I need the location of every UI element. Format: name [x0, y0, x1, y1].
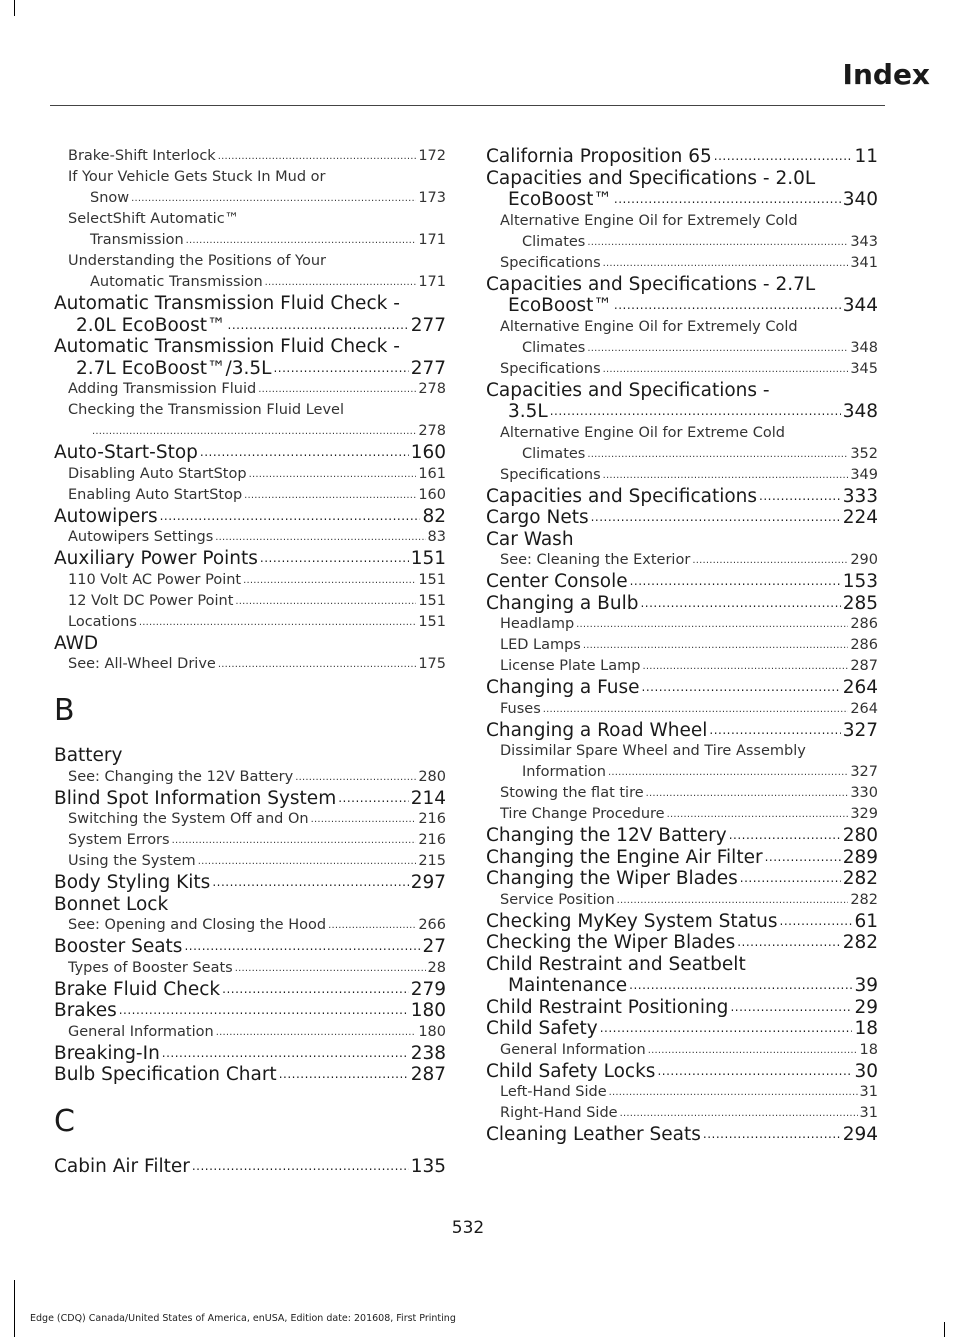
index-entry: Autowipers ..... 82 — [54, 506, 446, 528]
index-entry: Automatic Transmission Fluid Check - 2.0L EcoBoost™ ..... 277 — [54, 293, 446, 336]
index-subentry: See: Opening and Closing the Hood ..... 266 — [54, 915, 446, 936]
index-subentry: General Information ..... 18 — [486, 1040, 878, 1061]
index-column-left — [54, 146, 446, 1177]
crop-mark-top-left — [14, 0, 15, 16]
index-entry: Changing a Fuse ..... 264 — [486, 677, 878, 699]
index-subentry: Alternative Engine Oil for Extreme Cold Climates ..... 352 — [486, 423, 878, 465]
index-subentry: 110 Volt AC Power Point ..... 151 — [54, 570, 446, 591]
index-entry: Changing the Wiper Blades ..... 282 — [486, 868, 878, 890]
index-subentry: Specifications ..... 341 — [486, 253, 878, 274]
index-entry: Capacities and Specifications - 2.7L EcoBoost™ ..... 344 — [486, 274, 878, 317]
index-entry: Bonnet Lock — [54, 893, 169, 915]
index-subentry: License Plate Lamp ..... 287 — [486, 656, 878, 677]
index-entry: Booster Seats ..... 27 — [54, 936, 446, 958]
index-subentry: Service Position ..... 282 — [486, 890, 878, 911]
section-letter: B — [54, 693, 75, 728]
index-subentry: Types of Booster Seats ..... 28 — [54, 958, 446, 979]
index-subentry: See: All-Wheel Drive ..... 175 — [54, 654, 446, 675]
index-entry: Car Wash — [486, 528, 574, 550]
index-entry: AWD — [54, 632, 99, 654]
index-subentry: General Information ..... 180 — [54, 1022, 446, 1043]
index-subentry: Alternative Engine Oil for Extremely Cold Climates ..... 348 — [486, 317, 878, 359]
index-column-right — [486, 146, 878, 1146]
index-entry: Changing a Road Wheel ..... 327 — [486, 720, 878, 742]
index-subentry: Understanding the Positions of Your Automatic Transmission ..... 171 — [54, 251, 446, 293]
index-subentry: Enabling Auto StartStop ..... 160 — [54, 485, 446, 506]
index-subentry: Specifications ..... 345 — [486, 359, 878, 380]
index-entry: Capacities and Specifications - 3.5L ..... 348 — [486, 380, 878, 423]
index-entry: Changing a Bulb ..... 285 — [486, 593, 878, 615]
index-subentry: Brake-Shift Interlock ..... 172 — [54, 146, 446, 167]
index-subentry: LED Lamps ..... 286 — [486, 635, 878, 656]
index-entry: Cargo Nets ..... 224 — [486, 507, 878, 529]
index-subentry: Left-Hand Side ..... 31 — [486, 1082, 878, 1103]
page-title: Index — [842, 58, 930, 91]
index-entry: Battery — [54, 745, 123, 766]
index-subentry: Fuses ..... 264 — [486, 699, 878, 720]
index-subentry: Checking the Transmission Fluid Level ..... 278 — [54, 400, 446, 442]
index-subentry: Alternative Engine Oil for Extremely Cold Climates ..... 343 — [486, 211, 878, 253]
section-letter: C — [54, 1103, 75, 1139]
index-entry: Center Console ..... 153 — [486, 571, 878, 593]
crop-mark-bottom-right — [944, 1322, 945, 1337]
index-entry: Brakes ..... 180 — [54, 1000, 446, 1022]
crop-mark-bottom-left — [14, 1280, 15, 1337]
index-entry: Blind Spot Information System ..... 214 — [54, 788, 446, 810]
index-subentry: Locations ..... 151 — [54, 612, 446, 633]
index-subentry: Right-Hand Side ..... 31 — [486, 1103, 878, 1124]
index-subentry: Using the System ..... 215 — [54, 851, 446, 872]
index-subentry: SelectShift Automatic™ Transmission ..... 171 — [54, 209, 446, 251]
index-entry: Child Safety ..... 18 — [486, 1018, 878, 1040]
index-entry: Changing the 12V Battery ..... 280 — [486, 825, 878, 847]
index-entry: Cleaning Leather Seats ..... 294 — [486, 1124, 878, 1146]
index-entry: California Proposition 65 ..... 11 — [486, 146, 878, 168]
index-subentry: Autowipers Settings ..... 83 — [54, 527, 446, 548]
index-subentry: Tire Change Procedure ..... 329 — [486, 804, 878, 825]
index-subentry: System Errors ..... 216 — [54, 830, 446, 851]
index-entry: Checking the Wiper Blades ..... 282 — [486, 932, 878, 954]
index-subentry: Specifications ..... 349 — [486, 465, 878, 486]
index-entry: Auto-Start-Stop ..... 160 — [54, 442, 446, 464]
index-subentry: If Your Vehicle Gets Stuck In Mud or Snow ..... 173 — [54, 167, 446, 209]
index-subentry: Dissimilar Spare Wheel and Tire Assembly Information ..... 327 — [486, 741, 878, 783]
index-entry: Checking MyKey System Status ..... 61 — [486, 911, 878, 933]
index-subentry: Switching the System Off and On ..... 216 — [54, 809, 446, 830]
index-entry: Auxiliary Power Points ..... 151 — [54, 548, 446, 570]
index-entry: Child Restraint Positioning ..... 29 — [486, 997, 878, 1019]
index-subentry: See: Changing the 12V Battery ..... 280 — [54, 767, 446, 788]
index-subentry: 12 Volt DC Power Point ..... 151 — [54, 591, 446, 612]
index-entry: Automatic Transmission Fluid Check - 2.7L EcoBoost™/3.5L ..... 277 — [54, 336, 446, 379]
index-subentry: Stowing the flat tire ..... 330 — [486, 783, 878, 804]
index-subentry: Disabling Auto StartStop ..... 161 — [54, 464, 446, 485]
footer-edition-info: Edge (CDQ) Canada/United States of America, enUSA, Edition date: 201608, First Printing — [30, 1313, 456, 1324]
index-entry: Breaking-In ..... 238 — [54, 1043, 446, 1065]
index-entry: Brake Fluid Check ..... 279 — [54, 979, 446, 1001]
index-subentry: Adding Transmission Fluid ..... 278 — [54, 379, 446, 400]
index-entry: Bulb Specification Chart ..... 287 — [54, 1064, 446, 1086]
index-subentry: See: Cleaning the Exterior ..... 290 — [486, 550, 878, 571]
index-entry: Child Safety Locks ..... 30 — [486, 1061, 878, 1083]
index-entry: Child Restraint and Seatbelt Maintenance ..... 39 — [486, 954, 878, 997]
index-subentry: Headlamp ..... 286 — [486, 614, 878, 635]
index-entry: Body Styling Kits ..... 297 — [54, 872, 446, 894]
header-divider — [50, 105, 885, 106]
index-entry: Capacities and Specifications - 2.0L EcoBoost™ ..... 340 — [486, 168, 878, 211]
index-entry: Cabin Air Filter ..... 135 — [54, 1156, 446, 1178]
index-entry: Changing the Engine Air Filter ..... 289 — [486, 847, 878, 869]
page-number: 532 — [451, 1218, 485, 1238]
index-entry: Capacities and Specifications ..... 333 — [486, 486, 878, 508]
